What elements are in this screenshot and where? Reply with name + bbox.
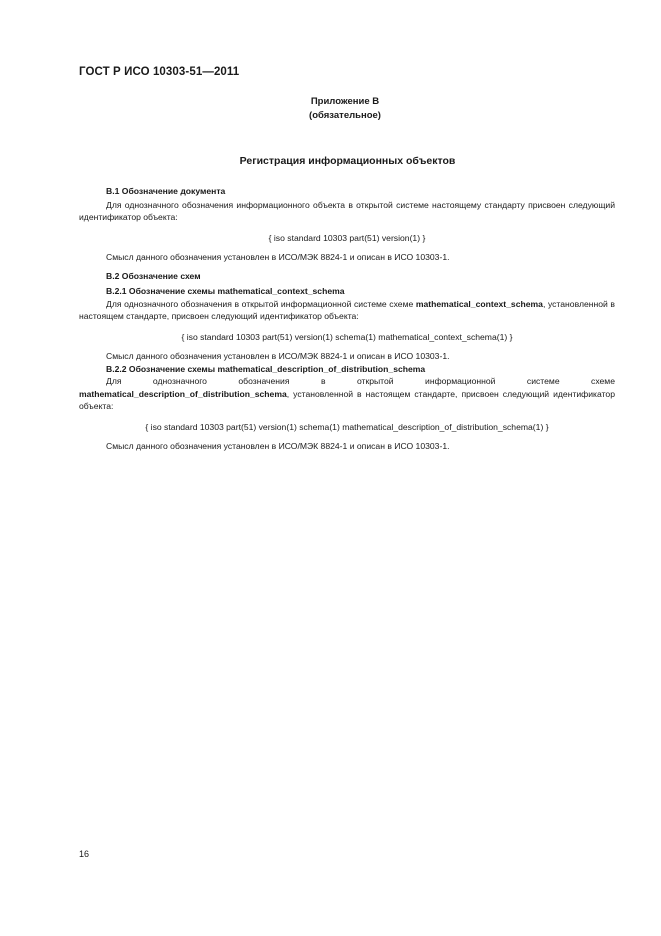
heading-b22: В.2.2 Обозначение схемы mathematical_description_of_distribution_schema <box>106 363 426 374</box>
paragraph-b21-text-start: Для однозначного обозначения в открытой информационной системе схеме <box>106 298 416 309</box>
paragraph-b22-text <box>79 375 615 413</box>
schema-name-distribution: mathematical_description_of_distribution_schema <box>79 388 287 399</box>
paragraph-b21-meaning: Смысл данного обозначения установлен в ИСО/МЭК 8824-1 и описан в ИСО 10303-1. <box>106 351 450 361</box>
paragraph-b22-meaning: Смысл данного обозначения установлен в ИСО/МЭК 8824-1 и описан в ИСО 10303-1. <box>106 441 450 451</box>
page-number: 16 <box>79 849 90 859</box>
paragraph-b1-text: Для однозначного обозначения информационного объекта в открытой системе настоящему стандарту присвоен следующий идентификатор объекта: <box>79 199 615 222</box>
section-title: Регистрация информационных объектов <box>239 155 456 167</box>
identifier-b1: { iso standard 10303 part(51) version(1) } <box>268 232 426 243</box>
standard-code-header: ГОСТ Р ИСО 10303-51—2011 <box>79 66 240 78</box>
paragraph-b22-text-start: Для однозначного обозначения в открытой информационной системе схеме <box>106 376 615 386</box>
paragraph-b21-text-end: , установленной в настоящем стандарте, присвоен следующий идентификатор объекта: <box>79 298 615 321</box>
document-body <box>79 185 615 453</box>
paragraph-b22-text-end: , установленной в настоящем стандарте, присвоен следующий идентификатор объекта: <box>79 388 615 411</box>
annex-title: Приложение В <box>310 96 380 107</box>
heading-b21: В.2.1 Обозначение схемы mathematical_context_schema <box>106 286 345 296</box>
heading-b2: В.2 Обозначение схем <box>106 270 201 281</box>
paragraph-b1-meaning: Смысл данного обозначения установлен в ИСО/МЭК 8824-1 и описан в ИСО 10303-1. <box>106 252 450 262</box>
identifier-b22: { iso standard 10303 part(51) version(1) schema(1) mathematical_description_of_distribution_schema(1) } <box>145 421 549 432</box>
annex-block <box>0 95 661 123</box>
heading-b1: В.1 Обозначение документа <box>106 186 226 196</box>
identifier-b21: { iso standard 10303 part(51) version(1) schema(1) mathematical_context_schema(1) } <box>181 331 513 342</box>
paragraph-b21-text <box>79 298 615 323</box>
schema-name-context: mathematical_context_schema <box>415 298 543 309</box>
annex-status: (обязательное) <box>309 110 381 121</box>
